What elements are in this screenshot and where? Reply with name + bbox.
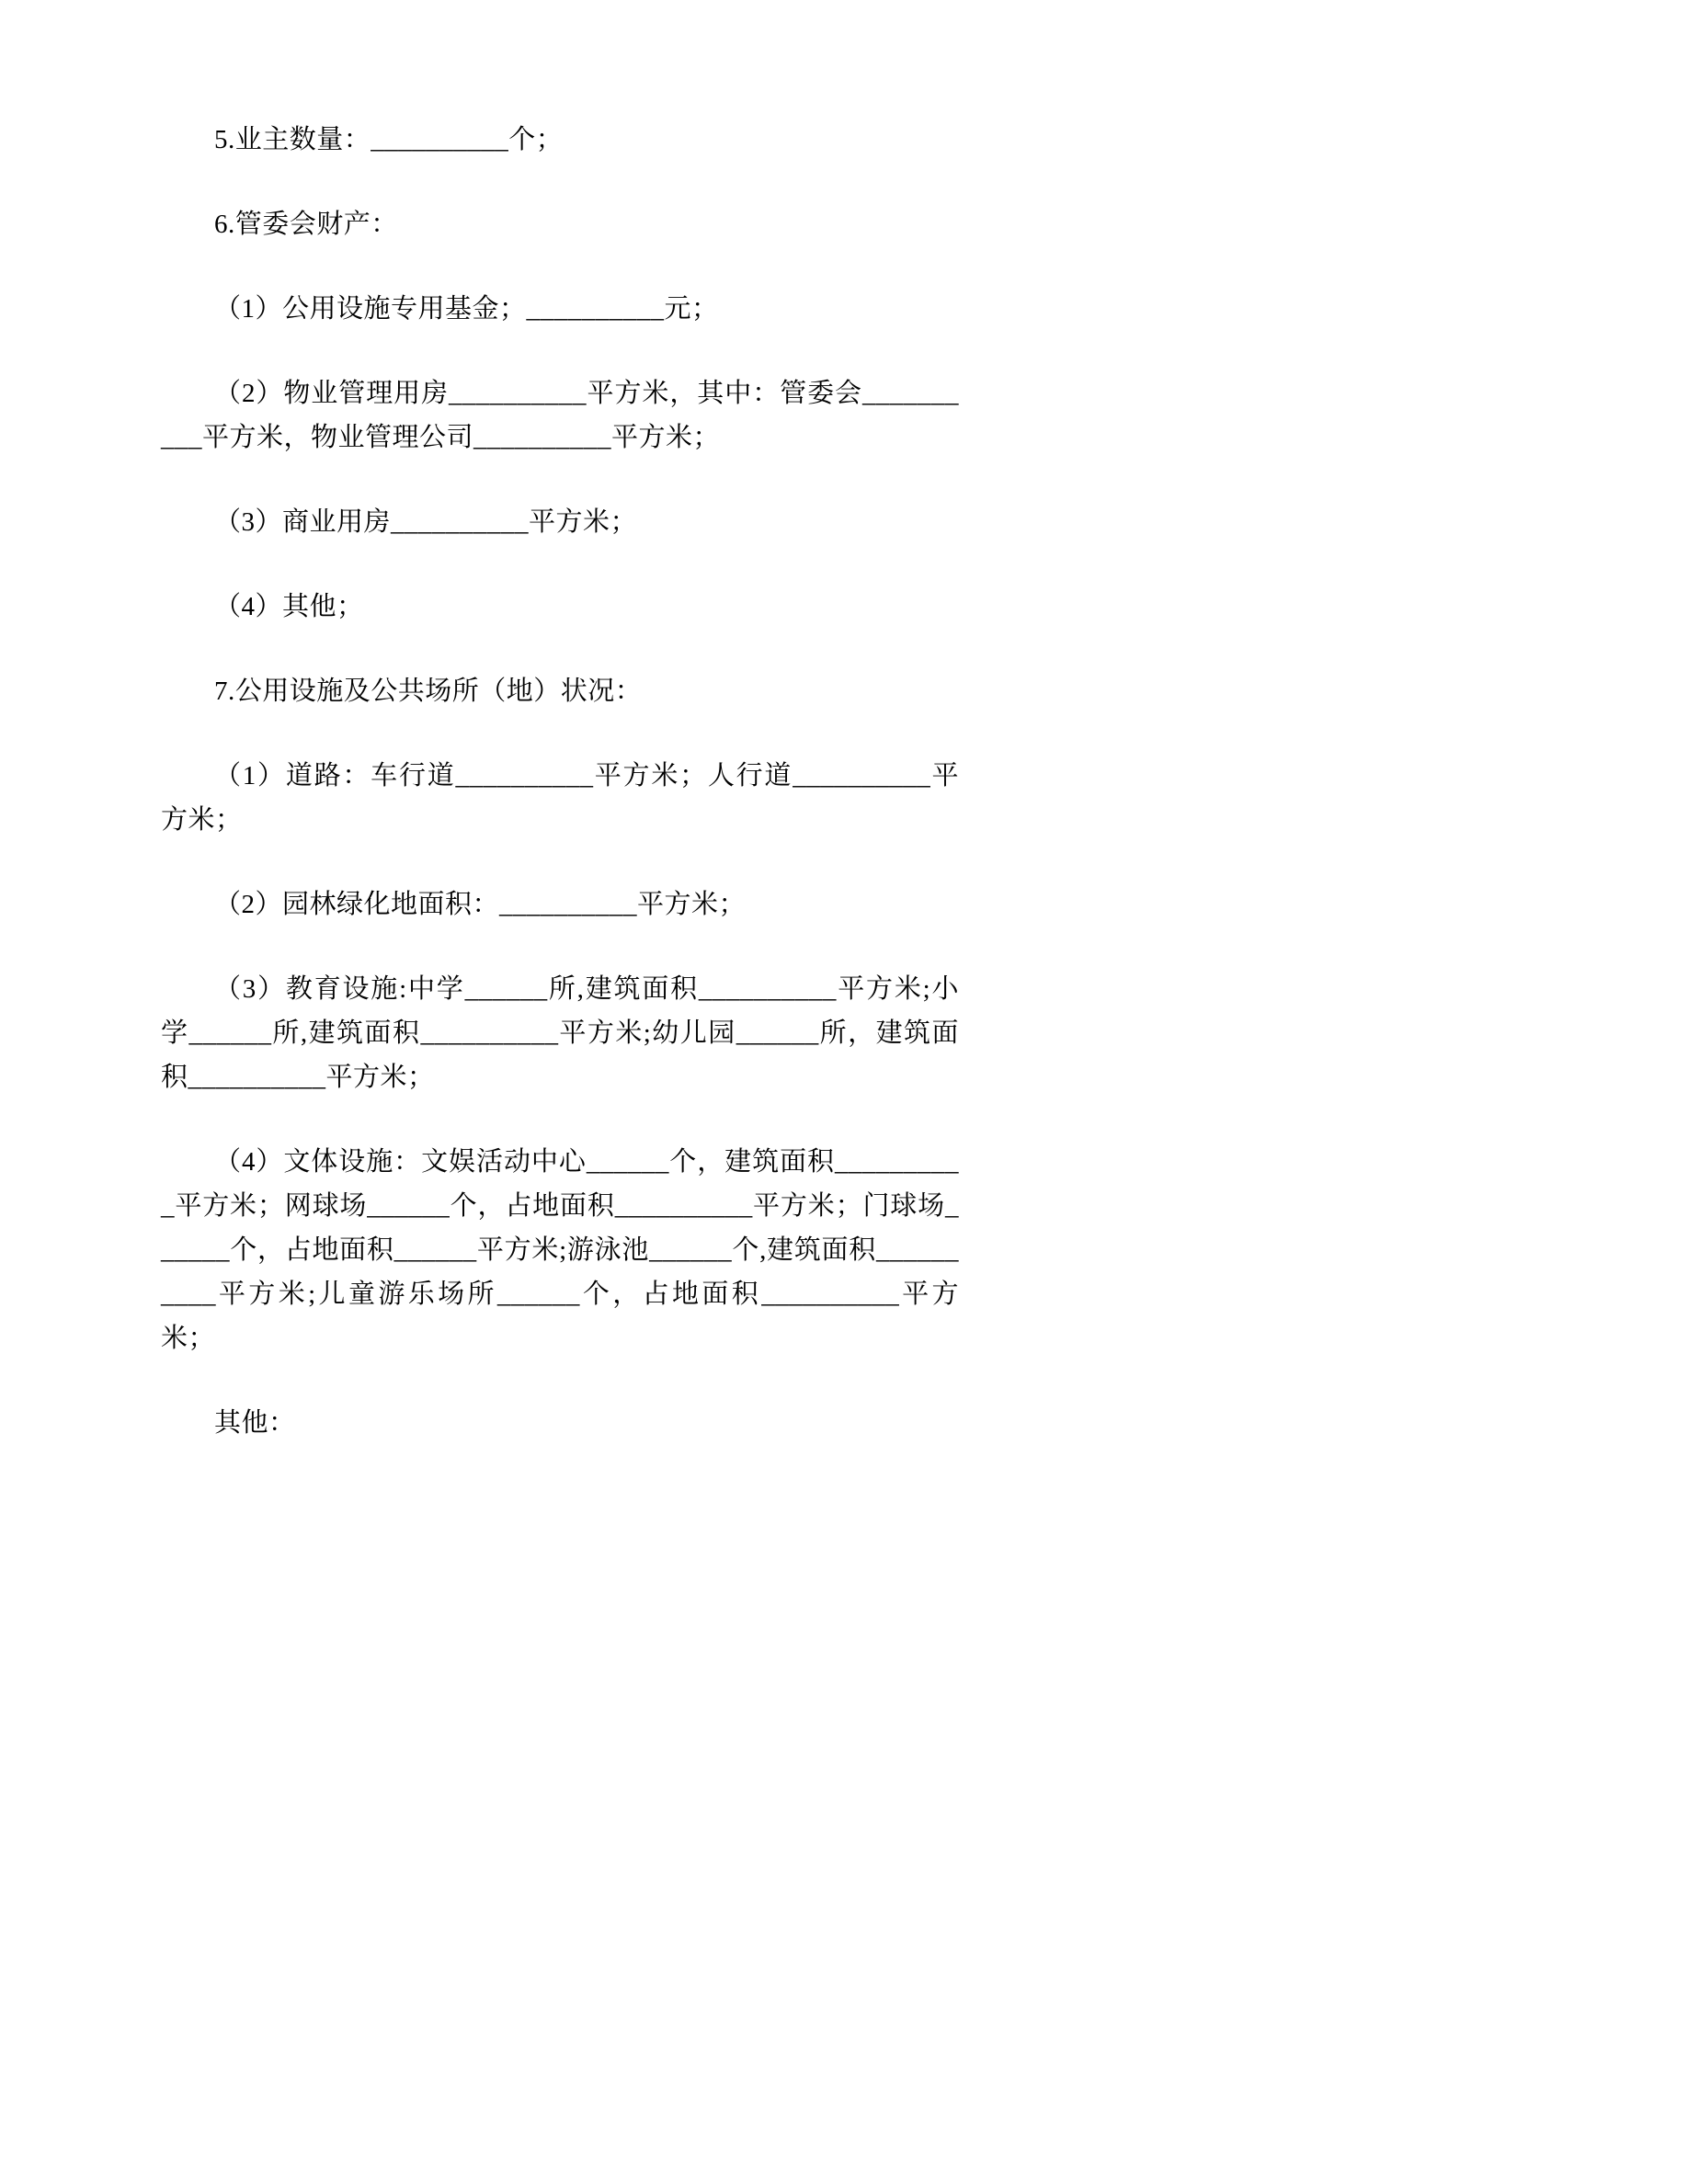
paragraph-committee-property: 6.管委会财产： [214,210,398,239]
paragraph-owner-count: 5.业主数量：__________个； [214,125,564,154]
paragraph-sports-facilities: （4）文体设施：文娱活动中心______个，建筑面积__________平方米；网球场______个，占地面积__________平方米；门球场______个，占地面积______平方米;游泳池______个,建筑面积__________平方米;儿童游乐场所______个，占地面积__________平方米； [161,1147,959,1353]
paragraph-management-housing: （2）物业管理用房__________平方米，其中：管委会__________平方米，物业管理公司__________平方米； [161,379,959,452]
paragraph-green-area: （2）园林绿化地面积：__________平方米； [214,890,747,919]
paragraph-public-facilities-heading: 7.公用设施及公共场所（地）状况： [214,677,643,706]
paragraph-roads: （1）道路：车行道__________平方米；人行道__________平方米； [161,761,959,835]
paragraph-other-property: （4）其他； [214,592,364,621]
paragraph-commercial-housing: （3）商业用房__________平方米； [214,507,638,537]
paragraph-education-facilities: （3）教育设施:中学______所,建筑面积__________平方米;小学______所,建筑面积__________平方米;幼儿园______所，建筑面积__________平方米； [161,974,959,1092]
document-body [161,118,959,1445]
paragraph-other: 其他： [214,1408,296,1438]
paragraph-public-fund: （1）公用设施专用基金；__________元； [214,294,719,324]
